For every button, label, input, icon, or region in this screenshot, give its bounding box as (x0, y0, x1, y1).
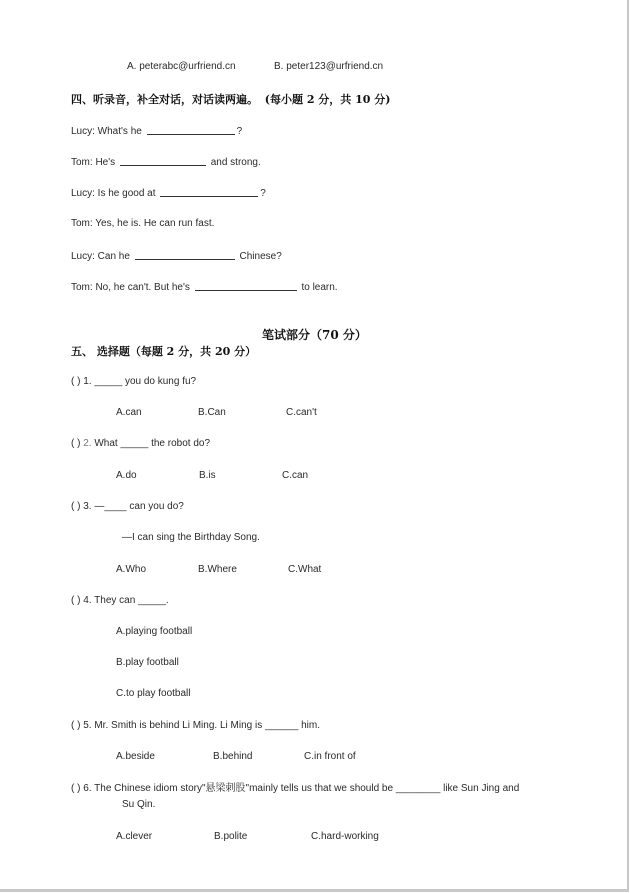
dialogue-text: ? (260, 188, 266, 199)
question-5 (71, 720, 320, 732)
q6-option-a: A.clever (116, 831, 153, 842)
section-5-title: 五、 选择题（每题 2 分，共 20 分） (71, 345, 257, 358)
question-text: 4. They can _____. (83, 595, 169, 606)
q6-option-c: C.hard-working (311, 831, 379, 842)
q4-option-a: A.playing football (116, 626, 193, 637)
dialogue-text: and strong. (210, 157, 261, 168)
answer-bracket[interactable]: ( ) (71, 438, 81, 449)
question-6-continuation: Su Qin. (122, 799, 156, 810)
dialogue-text: Lucy: What's he (71, 126, 142, 137)
question-2 (71, 438, 210, 450)
dialogue-text: Lucy: Is he good at (71, 188, 156, 199)
question-text: 3. —____ can you do? (83, 501, 184, 512)
answer-blank[interactable] (195, 280, 297, 291)
dialogue-text: Lucy: Can he (71, 251, 130, 262)
q4-option-b: B.play football (116, 657, 179, 668)
dialogue-line-6 (71, 280, 338, 294)
q5-option-b: B.behind (213, 751, 253, 762)
question-4 (71, 595, 169, 607)
dialogue-line-4: Tom: Yes, he is. He can run fast. (71, 218, 215, 229)
dialogue-line-1 (71, 124, 242, 138)
answer-bracket[interactable]: ( ) (71, 376, 81, 387)
q1-option-a: A.can (116, 407, 142, 418)
question-3 (71, 501, 184, 513)
dialogue-line-3 (71, 186, 266, 200)
q3-option-a: A.Who (116, 564, 147, 575)
q3-option-b: B.Where (198, 564, 237, 575)
written-part-title: 笔试部分（70 分） (262, 328, 367, 342)
question-text: What _____ the robot do? (94, 438, 210, 449)
dialogue-text: to learn. (301, 282, 338, 293)
section-4-score: (每小题 2 分，共 10 分) (264, 93, 391, 106)
question-text: 5. Mr. Smith is behind Li Ming. Li Ming is ______ him. (83, 720, 321, 731)
q2-option-b: B.is (199, 470, 216, 481)
answer-blank[interactable] (160, 186, 258, 197)
answer-blank[interactable] (120, 155, 206, 166)
dialogue-line-2 (71, 155, 261, 169)
dialogue-text: Tom: He's (71, 157, 116, 168)
answer-bracket[interactable]: ( ) (71, 501, 81, 512)
section-4-title: 四、听录音，补全对话，对话读两遍。 (71, 93, 258, 106)
answer-blank[interactable] (147, 124, 235, 135)
q4-option-c: C.to play football (116, 688, 191, 699)
dialogue-text: Chinese? (239, 251, 282, 262)
question-text: 1. _____ you do kung fu? (83, 376, 197, 387)
q3-answer-line: —I can sing the Birthday Song. (122, 532, 260, 543)
question-number: 2. (83, 438, 92, 449)
q1-option-b: B.Can (198, 407, 226, 418)
section-4-heading (71, 94, 390, 107)
q5-option-c: C.in front of (304, 751, 356, 762)
dialogue-line-5 (71, 249, 282, 263)
answer-bracket[interactable]: ( ) (71, 595, 81, 606)
q2-option-c: C.can (282, 470, 309, 481)
q6-option-b: B.polite (214, 831, 248, 842)
email-option-b: B. peter123@urfriend.cn (274, 61, 384, 72)
question-1 (71, 376, 196, 388)
q1-option-c: C.can't (286, 407, 317, 418)
answer-bracket[interactable]: ( ) (71, 720, 81, 731)
q5-option-a: A.beside (116, 751, 155, 762)
q2-option-a: A.do (116, 470, 137, 481)
q3-option-c: C.What (288, 564, 322, 575)
question-6 (71, 783, 519, 795)
answer-bracket[interactable]: ( ) (71, 783, 81, 794)
email-option-a: A. peterabc@urfriend.cn (127, 61, 236, 72)
dialogue-text: ? (236, 126, 243, 137)
question-text: 6. The Chinese idiom story"悬梁刺股"mainly tells us that we should be ________ like Sun Jing and (83, 783, 520, 794)
dialogue-text: Tom: No, he can't. But he's (71, 282, 190, 293)
answer-blank[interactable] (135, 249, 235, 260)
